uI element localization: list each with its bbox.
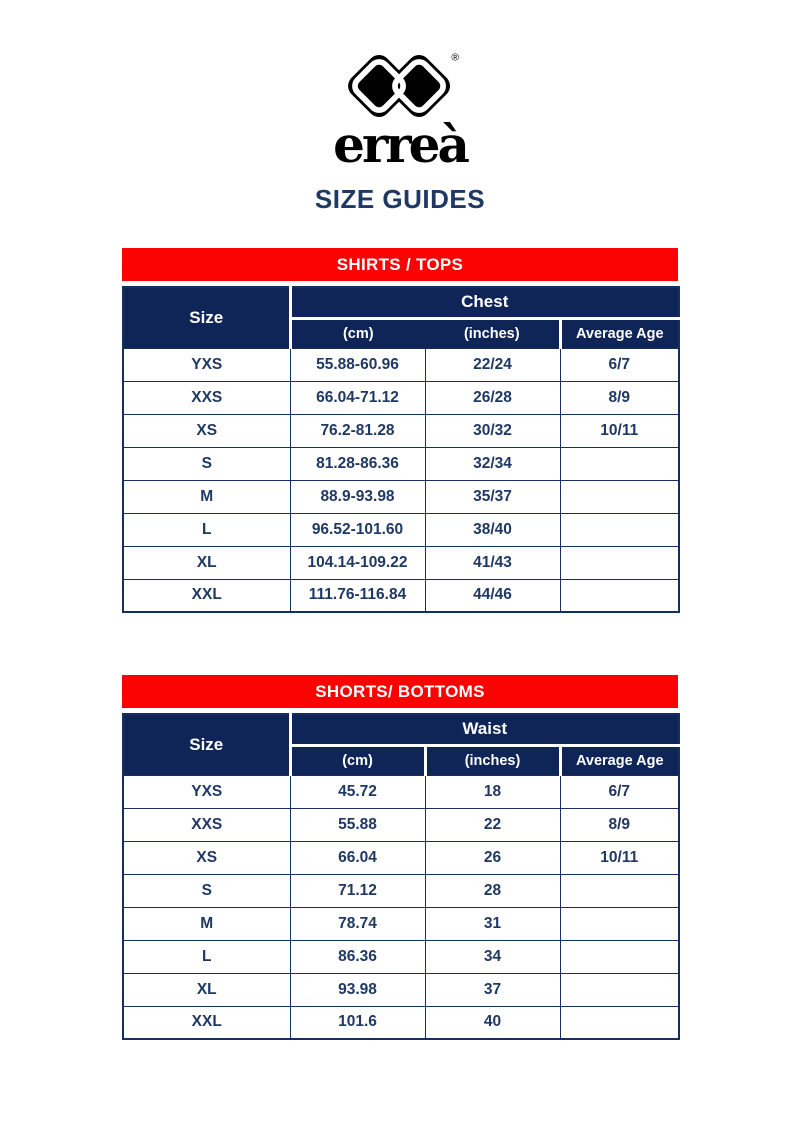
table-row [123, 414, 679, 447]
table-row [123, 874, 679, 907]
size-cell: XXS [123, 381, 290, 414]
table-row [123, 841, 679, 874]
age-cell: 6/7 [560, 348, 679, 381]
size-chart-shirts-tops [122, 248, 678, 613]
inches-cell: 22/24 [425, 348, 560, 381]
size-guide-table [122, 286, 680, 613]
inches-cell: 28 [425, 874, 560, 907]
table-row [123, 808, 679, 841]
table-row [123, 513, 679, 546]
col-header-inches: (inches) [425, 318, 560, 348]
size-cell: S [123, 874, 290, 907]
age-cell [560, 480, 679, 513]
size-cell: XS [123, 841, 290, 874]
age-cell: 8/9 [560, 808, 679, 841]
col-header-inches: (inches) [425, 745, 560, 775]
cm-cell: 88.9-93.98 [290, 480, 425, 513]
size-cell: L [123, 940, 290, 973]
table-row [123, 447, 679, 480]
size-cell: M [123, 480, 290, 513]
cm-cell: 104.14-109.22 [290, 546, 425, 579]
inches-cell: 35/37 [425, 480, 560, 513]
cm-cell: 45.72 [290, 775, 425, 808]
age-cell [560, 513, 679, 546]
inches-cell: 41/43 [425, 546, 560, 579]
inches-cell: 32/34 [425, 447, 560, 480]
cm-cell: 86.36 [290, 940, 425, 973]
table-row [123, 579, 679, 612]
age-cell [560, 940, 679, 973]
age-cell [560, 579, 679, 612]
table-row [123, 973, 679, 1006]
size-cell: XS [123, 414, 290, 447]
brand-wordmark: erreà [333, 115, 467, 174]
inches-cell: 30/32 [425, 414, 560, 447]
inches-cell: 31 [425, 907, 560, 940]
size-cell: S [123, 447, 290, 480]
cm-cell: 66.04 [290, 841, 425, 874]
size-cell: XL [123, 973, 290, 1006]
table-body [123, 348, 679, 612]
chart-banner: SHORTS/ BOTTOMS [122, 675, 678, 708]
table-row [123, 1006, 679, 1039]
table-row [123, 940, 679, 973]
cm-cell: 55.88-60.96 [290, 348, 425, 381]
age-cell: 6/7 [560, 775, 679, 808]
size-cell: XXL [123, 1006, 290, 1039]
inches-cell: 44/46 [425, 579, 560, 612]
table-header [123, 714, 679, 775]
col-header-cm: (cm) [290, 745, 425, 775]
registered-trademark-icon: ® [451, 52, 460, 64]
inches-cell: 34 [425, 940, 560, 973]
age-cell: 8/9 [560, 381, 679, 414]
age-cell [560, 546, 679, 579]
cm-cell: 93.98 [290, 973, 425, 1006]
cm-cell: 78.74 [290, 907, 425, 940]
table-body [123, 775, 679, 1039]
cm-cell: 76.2-81.28 [290, 414, 425, 447]
size-cell: XXS [123, 808, 290, 841]
inches-cell: 38/40 [425, 513, 560, 546]
size-guide-table [122, 713, 680, 1040]
age-cell [560, 973, 679, 1006]
col-header-size: Size [123, 287, 290, 348]
age-cell [560, 907, 679, 940]
col-header-average-age: Average Age [560, 745, 679, 775]
cm-cell: 96.52-101.60 [290, 513, 425, 546]
cm-cell: 111.76-116.84 [290, 579, 425, 612]
cm-cell: 55.88 [290, 808, 425, 841]
inches-cell: 37 [425, 973, 560, 1006]
cm-cell: 66.04-71.12 [290, 381, 425, 414]
group-header-waist: Waist [290, 714, 679, 745]
group-header-chest: Chest [290, 287, 679, 318]
size-cell: YXS [123, 775, 290, 808]
size-cell: L [123, 513, 290, 546]
cm-cell: 71.12 [290, 874, 425, 907]
cm-cell: 101.6 [290, 1006, 425, 1039]
col-header-size: Size [123, 714, 290, 775]
table-row [123, 381, 679, 414]
table-row [123, 546, 679, 579]
size-cell: XL [123, 546, 290, 579]
age-cell: 10/11 [560, 841, 679, 874]
size-cell: YXS [123, 348, 290, 381]
table-row [123, 907, 679, 940]
inches-cell: 26 [425, 841, 560, 874]
age-cell: 10/11 [560, 414, 679, 447]
col-header-average-age: Average Age [560, 318, 679, 348]
table-header [123, 287, 679, 348]
age-cell [560, 874, 679, 907]
age-cell [560, 447, 679, 480]
page-title: SIZE GUIDES [314, 184, 486, 214]
table-row [123, 348, 679, 381]
age-cell [560, 1006, 679, 1039]
errea-diamonds-logo-icon [339, 46, 461, 126]
inches-cell: 26/28 [425, 381, 560, 414]
inches-cell: 18 [425, 775, 560, 808]
table-row [123, 775, 679, 808]
table-row [123, 480, 679, 513]
brand-logo [0, 0, 800, 174]
col-header-cm: (cm) [290, 318, 425, 348]
size-cell: XXL [123, 579, 290, 612]
size-cell: M [123, 907, 290, 940]
size-chart-shorts-bottoms [122, 675, 678, 1040]
cm-cell: 81.28-86.36 [290, 447, 425, 480]
inches-cell: 22 [425, 808, 560, 841]
chart-banner: SHIRTS / TOPS [122, 248, 678, 281]
inches-cell: 40 [425, 1006, 560, 1039]
